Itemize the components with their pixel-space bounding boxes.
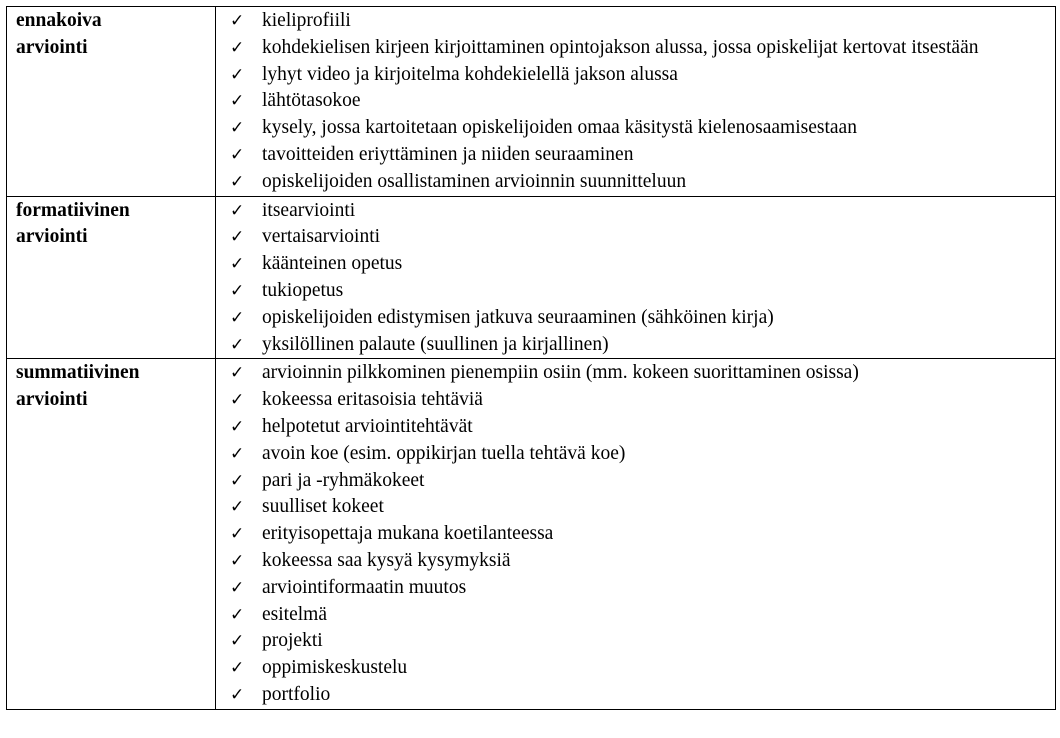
category-label: arviointi bbox=[16, 226, 88, 248]
checkmark-icon: ✓ bbox=[230, 658, 245, 679]
category-label: summatiivinen bbox=[16, 362, 140, 384]
category-cell bbox=[7, 7, 216, 197]
table-row-formatiivinen bbox=[7, 196, 1056, 359]
list-item-text: käänteinen opetus bbox=[262, 253, 403, 275]
list-item-text: lyhyt video ja kirjoitelma kohdekielellä jakson alussa bbox=[262, 63, 678, 85]
checkmark-icon: ✓ bbox=[230, 254, 245, 275]
checkmark-icon: ✓ bbox=[230, 171, 245, 192]
list-item-text: pari ja -ryhmäkokeet bbox=[262, 469, 425, 491]
checkmark-icon: ✓ bbox=[230, 118, 245, 139]
list-item-text: erityisopettaja mukana koetilanteessa bbox=[262, 523, 554, 545]
list-item bbox=[216, 628, 1049, 655]
category-cell bbox=[7, 196, 216, 359]
checkmark-icon: ✓ bbox=[230, 390, 245, 411]
checkmark-icon: ✓ bbox=[230, 363, 245, 384]
checkmark-icon: ✓ bbox=[230, 443, 245, 464]
list-item-text: suulliset kokeet bbox=[262, 496, 384, 518]
list-item bbox=[216, 360, 1049, 387]
list-item bbox=[216, 198, 1049, 225]
list-item bbox=[216, 88, 1049, 115]
list-item bbox=[216, 521, 1049, 548]
category-label: arviointi bbox=[16, 36, 88, 58]
list-item-text: lähtötasokoe bbox=[262, 90, 361, 112]
checkmark-icon: ✓ bbox=[230, 684, 245, 705]
list-item-text: opiskelijoiden edistymisen jatkuva seuraaminen (sähköinen kirja) bbox=[262, 306, 774, 328]
checkmark-icon: ✓ bbox=[230, 631, 245, 652]
list-item bbox=[216, 251, 1049, 278]
list-item bbox=[216, 602, 1049, 629]
list-item bbox=[216, 115, 1049, 142]
list-item-text: kieliprofiili bbox=[262, 10, 351, 31]
checkmark-icon: ✓ bbox=[230, 470, 245, 491]
list-item bbox=[216, 8, 1049, 35]
list-item-text: tavoitteiden eriyttäminen ja niiden seuraaminen bbox=[262, 143, 634, 165]
category-label: formatiivinen bbox=[16, 199, 130, 221]
checkmark-icon: ✓ bbox=[230, 334, 245, 355]
checkmark-icon: ✓ bbox=[230, 416, 245, 437]
list-item bbox=[216, 441, 1049, 468]
list-item bbox=[216, 35, 1049, 62]
list-item bbox=[216, 494, 1049, 521]
checkmark-icon: ✓ bbox=[230, 37, 245, 58]
check-list bbox=[216, 8, 1049, 196]
list-item-text: tukiopetus bbox=[262, 279, 344, 301]
list-item bbox=[216, 387, 1049, 414]
items-cell bbox=[216, 359, 1056, 709]
list-item-text: opiskelijoiden osallistaminen arvioinnin suunnitteluun bbox=[262, 170, 687, 192]
list-item-text: oppimiskeskustelu bbox=[262, 657, 408, 679]
list-item-text: kokeessa saa kysyä kysymyksiä bbox=[262, 549, 511, 571]
category-cell bbox=[7, 359, 216, 709]
list-item-text: kohdekielisen kirjeen kirjoittaminen opintojakson alussa, jossa opiskelijat kertovat itsestään bbox=[262, 36, 979, 58]
check-list bbox=[216, 360, 1049, 708]
list-item bbox=[216, 655, 1049, 682]
list-item bbox=[216, 548, 1049, 575]
checkmark-icon: ✓ bbox=[230, 280, 245, 301]
list-item bbox=[216, 62, 1049, 89]
items-cell bbox=[216, 7, 1056, 197]
list-item-text: projekti bbox=[262, 630, 323, 652]
checkmark-icon: ✓ bbox=[230, 227, 245, 248]
checkmark-icon: ✓ bbox=[230, 497, 245, 518]
checkmark-icon: ✓ bbox=[230, 307, 245, 328]
list-item bbox=[216, 305, 1049, 332]
checkmark-icon: ✓ bbox=[230, 604, 245, 625]
list-item bbox=[216, 224, 1049, 251]
list-item bbox=[216, 414, 1049, 441]
list-item-text: avoin koe (esim. oppikirjan tuella tehtävä koe) bbox=[262, 442, 626, 464]
checkmark-icon: ✓ bbox=[230, 200, 245, 221]
checkmark-icon: ✓ bbox=[230, 577, 245, 598]
list-item bbox=[216, 682, 1049, 709]
list-item bbox=[216, 575, 1049, 602]
list-item bbox=[216, 169, 1049, 196]
checkmark-icon: ✓ bbox=[230, 550, 245, 571]
list-item bbox=[216, 332, 1049, 359]
category-label: ennakoiva bbox=[16, 10, 102, 31]
list-item-text: arviointiformaatin muutos bbox=[262, 576, 467, 598]
list-item bbox=[216, 278, 1049, 305]
assessment-methods-table bbox=[6, 6, 1056, 710]
list-item bbox=[216, 468, 1049, 495]
list-item-text: kokeessa eritasoisia tehtäviä bbox=[262, 389, 483, 411]
checkmark-icon: ✓ bbox=[230, 144, 245, 165]
items-cell bbox=[216, 196, 1056, 359]
category-label: arviointi bbox=[16, 389, 88, 411]
table-row-ennakoiva bbox=[7, 7, 1056, 197]
list-item-text: arvioinnin pilkkominen pienempiin osiin (mm. kokeen suorittaminen osissa) bbox=[262, 362, 859, 384]
checkmark-icon: ✓ bbox=[230, 91, 245, 112]
list-item-text: portfolio bbox=[262, 683, 331, 705]
list-item-text: helpotetut arviointitehtävät bbox=[262, 415, 473, 437]
check-list bbox=[216, 198, 1049, 359]
checkmark-icon: ✓ bbox=[230, 524, 245, 545]
checkmark-icon: ✓ bbox=[230, 11, 245, 31]
list-item-text: esitelmä bbox=[262, 603, 327, 625]
list-item-text: itsearviointi bbox=[262, 199, 356, 221]
checkmark-icon: ✓ bbox=[230, 64, 245, 85]
list-item bbox=[216, 142, 1049, 169]
list-item-text: vertaisarviointi bbox=[262, 226, 381, 248]
table-row-summatiivinen bbox=[7, 359, 1056, 709]
list-item-text: kysely, jossa kartoitetaan opiskelijoiden omaa käsitystä kielenosaamisestaan bbox=[262, 117, 857, 139]
list-item-text: yksilöllinen palaute (suullinen ja kirjallinen) bbox=[262, 333, 609, 355]
